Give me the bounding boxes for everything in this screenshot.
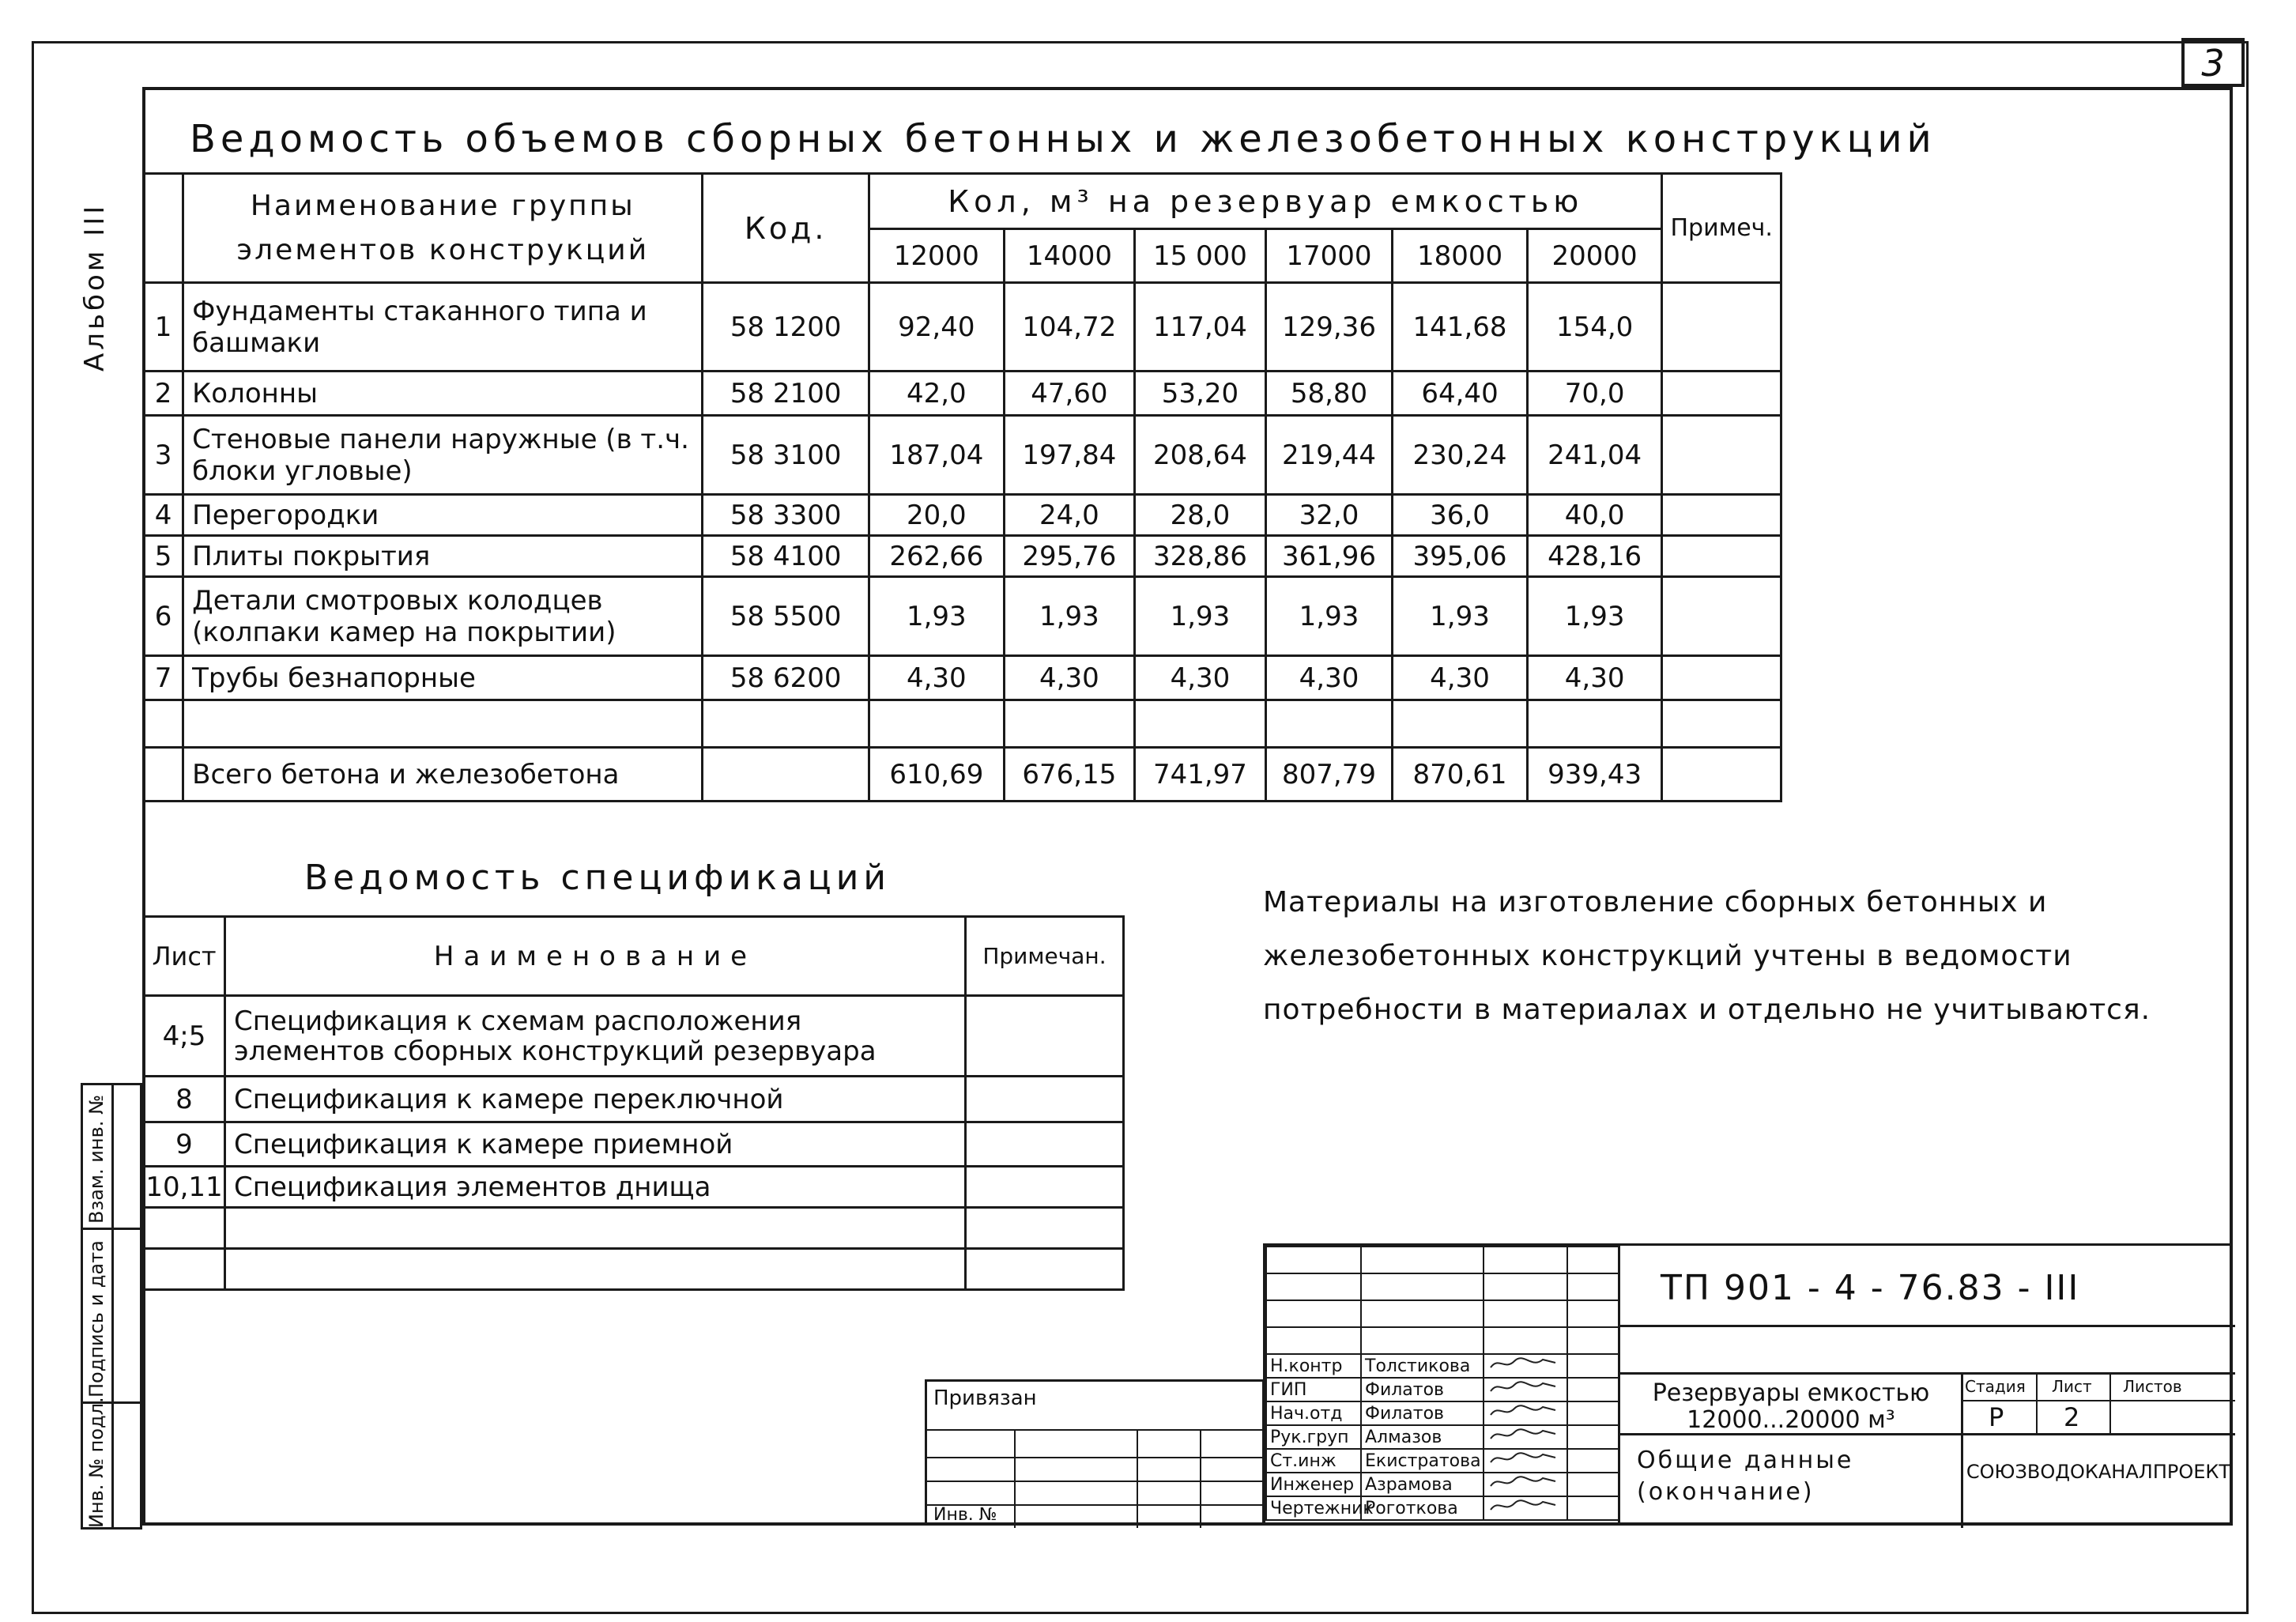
person-name: Филатов (1361, 1401, 1484, 1425)
row-value: 230,24 (1393, 416, 1528, 495)
row-value: 328,86 (1135, 536, 1266, 577)
row-code: 58 6200 (703, 656, 869, 700)
stage-label: Стадия (1965, 1377, 2026, 1396)
person-name: Толстикова (1361, 1354, 1484, 1378)
name-header: Наименование группы элементов конструкций (183, 174, 703, 283)
row-value: 1,93 (869, 577, 1005, 656)
table-row (144, 577, 1781, 656)
table-row (144, 656, 1781, 700)
row-name: Плиты покрытия (183, 536, 703, 577)
row-note (1662, 283, 1781, 372)
table-row (144, 700, 1781, 748)
row-value: 1,93 (1527, 577, 1662, 656)
signature-date (1567, 1401, 1619, 1425)
row-value: 4,30 (1265, 656, 1393, 700)
signature-mark (1484, 1473, 1567, 1496)
spec-name: Спецификация к схемам расположения элементов сборных конструкций резервуара (225, 996, 966, 1077)
row-name: Перегородки (183, 495, 703, 536)
document-code: ТП 901 - 4 - 76.83 - III (1661, 1268, 2080, 1308)
row-number: 6 (144, 577, 183, 656)
spec-sheet: 10,11 (144, 1167, 225, 1208)
total-row (144, 748, 1781, 802)
sheet-header: Лист (144, 917, 225, 996)
table-row (144, 283, 1781, 372)
person-role: Нач.отд (1266, 1401, 1361, 1425)
row-value: 58,80 (1265, 372, 1393, 416)
row-name: Трубы безнапорные (183, 656, 703, 700)
signature-date (1567, 1425, 1619, 1449)
capacity-header: 18000 (1393, 229, 1528, 283)
row-number: 2 (144, 372, 183, 416)
row-code: 58 5500 (703, 577, 869, 656)
row-value: 241,04 (1527, 416, 1662, 495)
person-name: Роготкова (1361, 1496, 1484, 1520)
row-value: 154,0 (1527, 283, 1662, 372)
row-value: 187,04 (869, 416, 1005, 495)
title-block (1263, 1243, 2233, 1526)
signature-row (1266, 1425, 1619, 1449)
row-value: 361,96 (1265, 536, 1393, 577)
row-value: 32,0 (1265, 495, 1393, 536)
volumes-table (142, 172, 1782, 802)
signature-row (1266, 1378, 1619, 1401)
signature-row (1266, 1496, 1619, 1520)
row-number: 7 (144, 656, 183, 700)
spec-note (966, 1077, 1124, 1122)
table-row (144, 1208, 1124, 1249)
signature-mark (1484, 1496, 1567, 1520)
organization: СОЮЗВОДОКАНАЛПРОЕКТ (1966, 1461, 2231, 1483)
row-value: 4,30 (1135, 656, 1266, 700)
signature-date (1567, 1496, 1619, 1520)
row-number: 4 (144, 495, 183, 536)
page-number-box (2181, 38, 2245, 87)
side-stamp-label: Инв. № подл. (85, 1397, 107, 1528)
spec-sheet: 9 (144, 1122, 225, 1167)
row-value: 219,44 (1265, 416, 1393, 495)
row-code: 58 4100 (703, 536, 869, 577)
signature-row (1266, 1401, 1619, 1425)
sheet-value: 2 (2064, 1402, 2080, 1432)
row-value: 47,60 (1004, 372, 1135, 416)
row-value: 24,0 (1004, 495, 1135, 536)
signature-date (1567, 1354, 1619, 1378)
row-name: Колонны (183, 372, 703, 416)
row-name: Детали смотровых колодцев (колпаки камер на покрытии) (183, 577, 703, 656)
sheets-label: Листов (2123, 1377, 2182, 1396)
total-value: 870,61 (1393, 748, 1528, 802)
row-value: 1,93 (1004, 577, 1135, 656)
row-value: 428,16 (1527, 536, 1662, 577)
spec-name: Спецификация к камере приемной (225, 1122, 966, 1167)
person-role: Инженер (1266, 1473, 1361, 1496)
row-value: 64,40 (1393, 372, 1528, 416)
row-code: 58 1200 (703, 283, 869, 372)
stage-value: Р (1989, 1402, 2004, 1432)
spec-sheet: 4;5 (144, 996, 225, 1077)
spec-name: Спецификация элементов днища (225, 1167, 966, 1208)
row-code: 58 3100 (703, 416, 869, 495)
signature-row (1266, 1473, 1619, 1496)
row-note (1662, 495, 1781, 536)
materials-note: Материалы на изготовление сборных бетонных и железобетонных конструкций учтены в ведомости потребности в материалах и отдельно не учитываются. (1263, 886, 2151, 1026)
binding-label: Привязан (933, 1386, 1037, 1410)
row-value: 1,93 (1265, 577, 1393, 656)
row-value: 4,30 (1004, 656, 1135, 700)
spec-note (966, 1122, 1124, 1167)
table-row (144, 1249, 1124, 1290)
row-note (1662, 536, 1781, 577)
row-value: 295,76 (1004, 536, 1135, 577)
inventory-label: Инв. № (933, 1505, 997, 1525)
row-value: 129,36 (1265, 283, 1393, 372)
row-value: 1,93 (1135, 577, 1266, 656)
person-role: Чертежник (1266, 1496, 1361, 1520)
signature-mark (1484, 1378, 1567, 1401)
row-number: 1 (144, 283, 183, 372)
row-value: 1,93 (1393, 577, 1528, 656)
signature-row (1266, 1449, 1619, 1473)
signature-mark (1484, 1401, 1567, 1425)
row-value: 53,20 (1135, 372, 1266, 416)
signature-mark (1484, 1425, 1567, 1449)
row-value: 42,0 (869, 372, 1005, 416)
total-value: 939,43 (1527, 748, 1662, 802)
row-value: 395,06 (1393, 536, 1528, 577)
row-value: 70,0 (1527, 372, 1662, 416)
row-value: 141,68 (1393, 283, 1528, 372)
total-label: Всего бетона и железобетона (183, 748, 703, 802)
row-number: 3 (144, 416, 183, 495)
row-value: 4,30 (869, 656, 1005, 700)
total-value: 610,69 (869, 748, 1005, 802)
total-value: 807,79 (1265, 748, 1393, 802)
signature-date (1567, 1449, 1619, 1473)
row-value: 28,0 (1135, 495, 1266, 536)
table-row (144, 1122, 1124, 1167)
row-number: 5 (144, 536, 183, 577)
row-value: 197,84 (1004, 416, 1135, 495)
specs-title: Ведомость спецификаций (304, 858, 891, 898)
row-value: 92,40 (869, 283, 1005, 372)
page-number: 3 (2201, 42, 2225, 85)
specs-table (142, 915, 1125, 1291)
side-stamp-label: Подпись и дата (85, 1240, 107, 1398)
row-value: 104,72 (1004, 283, 1135, 372)
row-value: 117,04 (1135, 283, 1266, 372)
row-note (1662, 416, 1781, 495)
object-title: Резервуары емкостью 12000...20000 м³ (1652, 1379, 1930, 1434)
total-value: 676,15 (1004, 748, 1135, 802)
signature-date (1567, 1473, 1619, 1496)
table-row (144, 536, 1781, 577)
row-code: 58 2100 (703, 372, 869, 416)
signature-row (1266, 1354, 1619, 1378)
signature-mark (1484, 1449, 1567, 1473)
capacity-header: 17000 (1265, 229, 1393, 283)
row-value: 40,0 (1527, 495, 1662, 536)
row-name: Фундаменты стаканного типа и башмаки (183, 283, 703, 372)
spec-name-header: Наименование (225, 917, 966, 996)
person-role: Н.контр (1266, 1354, 1361, 1378)
table-row (144, 372, 1781, 416)
qty-header: Кол, м³ на резервуар емкостью (869, 174, 1662, 229)
row-value: 208,64 (1135, 416, 1266, 495)
code-header: Код. (703, 174, 869, 283)
signature-mark (1484, 1354, 1567, 1378)
row-note (1662, 577, 1781, 656)
person-name: Алмазов (1361, 1425, 1484, 1449)
sheet-label: Лист (2052, 1377, 2092, 1396)
sheet-title: Общие данные (окончание) (1637, 1447, 1854, 1506)
capacity-header: 20000 (1527, 229, 1662, 283)
table-row (144, 495, 1781, 536)
spec-note (966, 996, 1124, 1077)
spec-note-header: Примечан. (966, 917, 1124, 996)
row-name: Стеновые панели наружные (в т.ч. блоки угловые) (183, 416, 703, 495)
table-row (144, 1077, 1124, 1122)
side-stamp-label: Взам. инв. № (85, 1095, 107, 1224)
signature-date (1567, 1378, 1619, 1401)
person-name: Филатов (1361, 1378, 1484, 1401)
person-role: Рук.груп (1266, 1425, 1361, 1449)
note-header: Примеч. (1662, 174, 1781, 283)
spec-sheet: 8 (144, 1077, 225, 1122)
capacity-header: 12000 (869, 229, 1005, 283)
table-row (144, 1167, 1124, 1208)
person-role: Ст.инж (1266, 1449, 1361, 1473)
row-value: 20,0 (869, 495, 1005, 536)
signatures-table (1265, 1246, 1619, 1521)
table-row (144, 996, 1124, 1077)
capacity-header: 15 000 (1135, 229, 1266, 283)
row-number-header (144, 174, 183, 283)
spec-name: Спецификация к камере переключной (225, 1077, 966, 1122)
capacity-header: 14000 (1004, 229, 1135, 283)
row-value: 262,66 (869, 536, 1005, 577)
volumes-title: Ведомость объемов сборных бетонных и железобетонных конструкций (190, 117, 1936, 161)
binding-block (925, 1379, 1265, 1526)
side-stamp (81, 1083, 142, 1530)
person-name: Азрамова (1361, 1473, 1484, 1496)
table-row (144, 416, 1781, 495)
row-value: 4,30 (1527, 656, 1662, 700)
row-value: 36,0 (1393, 495, 1528, 536)
album-label: Альбом III (79, 202, 111, 372)
person-role: ГИП (1266, 1378, 1361, 1401)
row-code: 58 3300 (703, 495, 869, 536)
row-note (1662, 372, 1781, 416)
total-value: 741,97 (1135, 748, 1266, 802)
person-name: Екистратова (1361, 1449, 1484, 1473)
spec-note (966, 1167, 1124, 1208)
row-note (1662, 656, 1781, 700)
row-value: 4,30 (1393, 656, 1528, 700)
